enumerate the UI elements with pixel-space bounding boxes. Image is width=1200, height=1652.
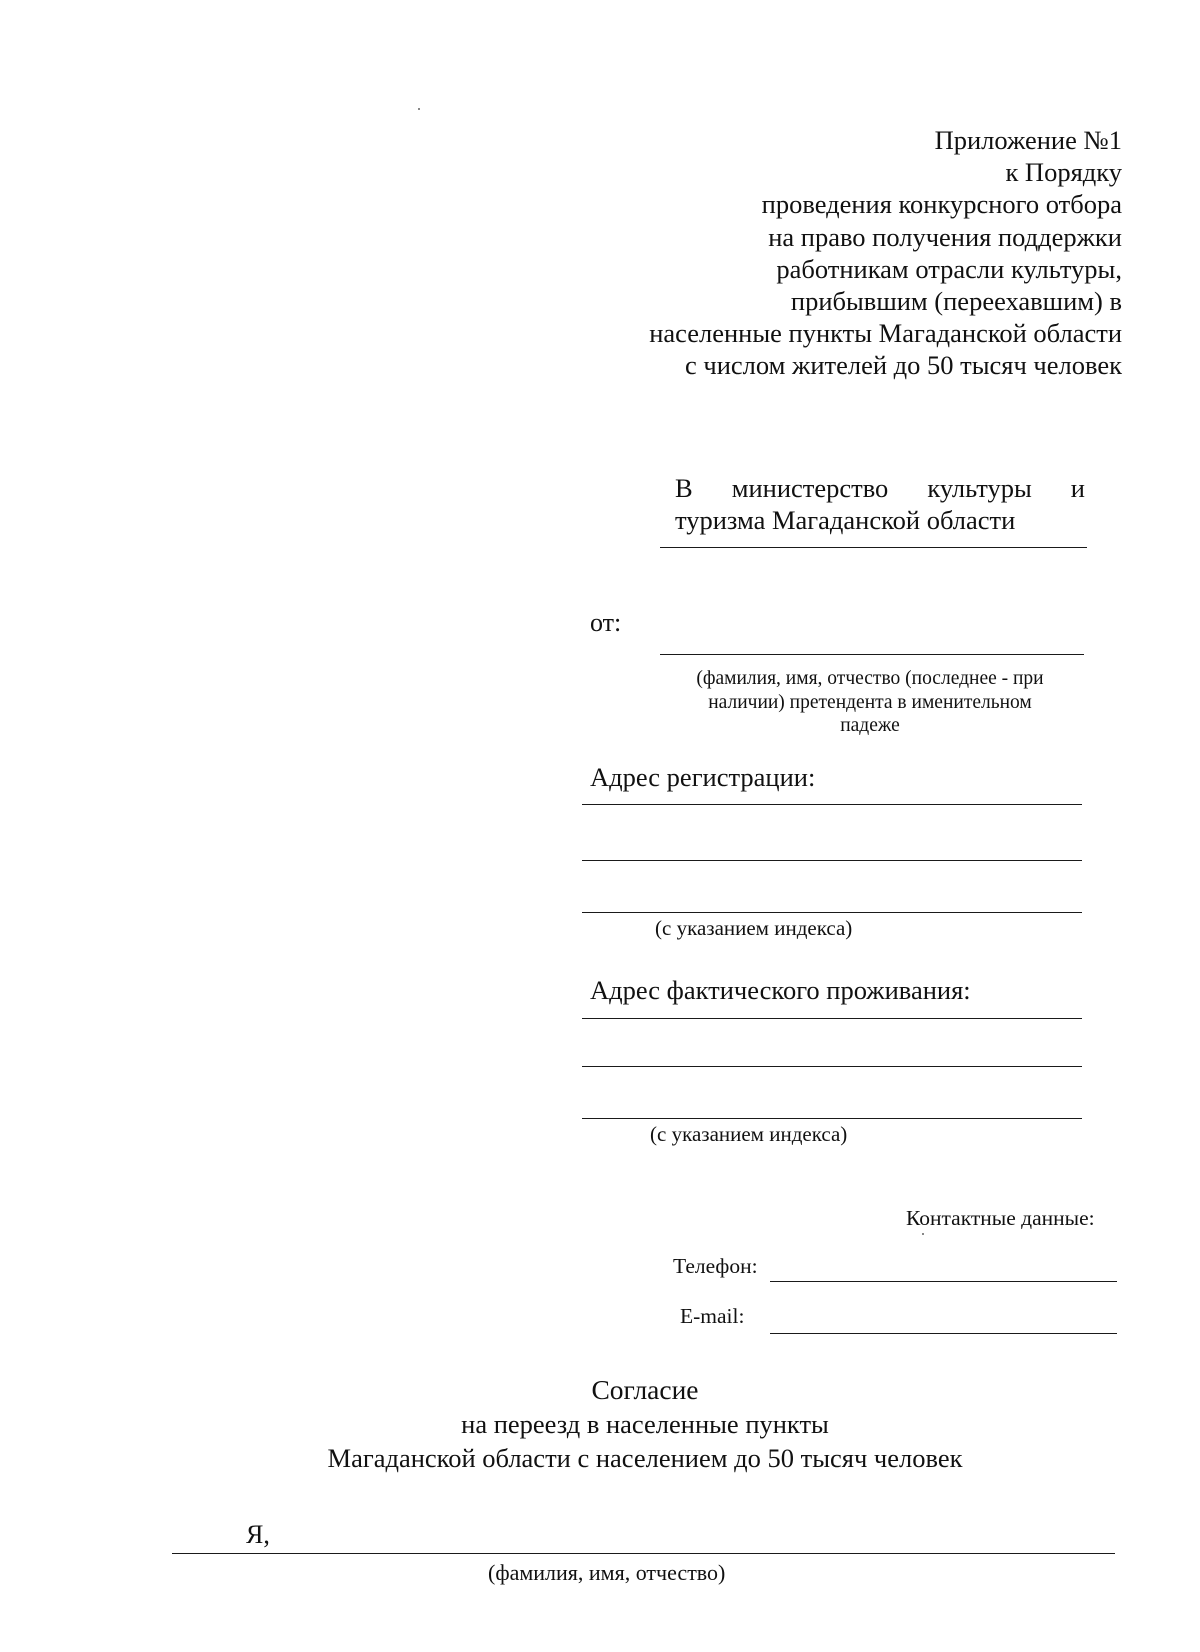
appendix-line: проведения конкурсного отбора [761, 189, 1122, 220]
actual-address-field-2[interactable] [582, 1066, 1082, 1067]
email-field[interactable] [770, 1333, 1117, 1334]
consent-heading [0, 1373, 1200, 1475]
appendix-line: Приложение №1 [934, 125, 1122, 155]
from-caption-line: (фамилия, имя, отчество (последнее - при [696, 668, 1044, 689]
addressee-word: и [1070, 473, 1085, 503]
actual-address-caption: (с указанием индекса) [650, 1122, 848, 1146]
addressee-line-1 [675, 472, 1085, 504]
appendix-line: работникам отрасли культуры, [776, 253, 1122, 284]
appendix-line: прибывшим (переехавшим) в [790, 286, 1122, 317]
contacts-label: Контактные данные: [906, 1206, 1095, 1230]
appendix-line: на право получения поддержки [768, 221, 1122, 252]
declarant-caption: (фамилия, имя, отчество) [488, 1560, 726, 1585]
from-label: от: [590, 608, 622, 637]
appendix-header [502, 124, 1122, 382]
from-caption-line: падеже [840, 715, 900, 736]
addressee-block [675, 472, 1085, 536]
registration-address-label: Адрес регистрации: [590, 762, 816, 792]
appendix-line: с числом жителей до 50 тысяч человек [685, 350, 1122, 381]
addressee-word: культуры [927, 473, 1032, 503]
actual-address-field-3[interactable] [582, 1118, 1082, 1119]
registration-address-field-3[interactable] [582, 912, 1082, 913]
from-caption-line: наличии) претендента в именительном [708, 691, 1032, 713]
scan-speck [418, 108, 420, 110]
addressee-line-2: туризма Магаданской области [675, 505, 1016, 535]
from-name-field[interactable] [660, 654, 1084, 655]
phone-field[interactable] [770, 1281, 1117, 1282]
declarant-prefix: Я, [246, 1520, 270, 1549]
addressee-word: министерство [731, 473, 889, 503]
addressee-underline [660, 547, 1087, 548]
declarant-name-field[interactable] [172, 1553, 1115, 1554]
phone-label: Телефон: [673, 1254, 758, 1278]
addressee-word: В [675, 473, 693, 503]
actual-address-label: Адрес фактического проживания: [590, 975, 971, 1005]
email-label: E-mail: [680, 1304, 745, 1328]
registration-address-caption: (с указанием индекса) [655, 916, 853, 940]
consent-title: Согласие [591, 1374, 699, 1405]
consent-subtitle-line: Магаданской области с населением до 50 тысяч человек [327, 1443, 963, 1473]
registration-address-field-2[interactable] [582, 860, 1082, 861]
appendix-line: к Порядку [1005, 157, 1122, 188]
from-caption [640, 667, 1100, 738]
appendix-line: населенные пункты Магаданской области [649, 318, 1122, 349]
consent-subtitle-line: на переезд в населенные пункты [461, 1409, 829, 1439]
registration-address-field-1[interactable] [582, 804, 1082, 805]
scan-speck [922, 1233, 924, 1235]
actual-address-field-1[interactable] [582, 1018, 1082, 1019]
